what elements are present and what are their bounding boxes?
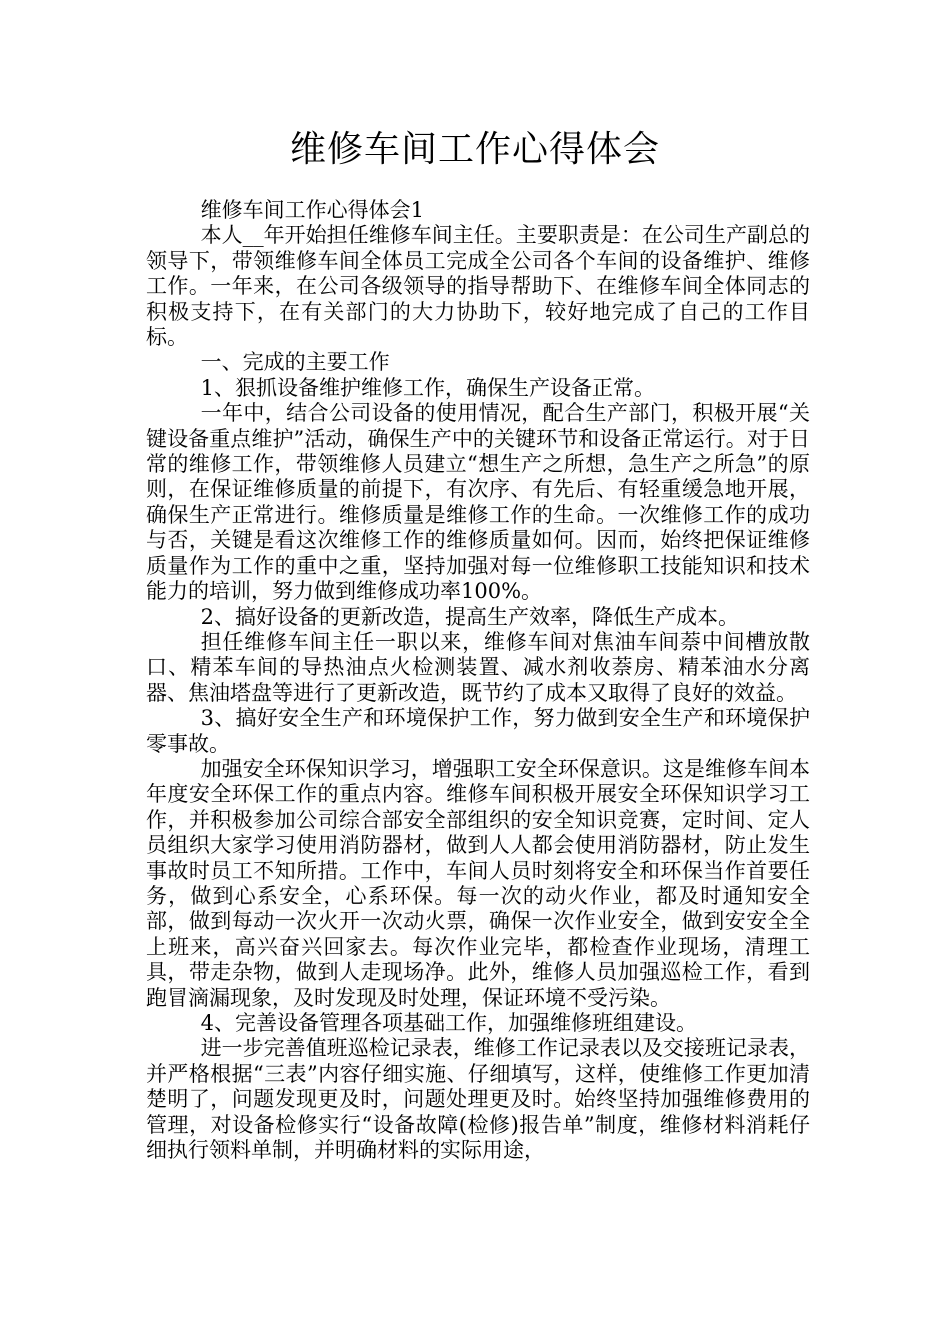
paragraph: 加强安全环保知识学习，增强职工安全环保意识。这是维修车间本年度安全环保工作的重点内容。维修车间积极开展安全环保知识学习工作，并积极参加公司综合部安全部组织的安全知识竞赛，定时间、定人员组织大家学习使用消防器材，做到人人都会使用消防器材，防止发生事故时员工不知所措。工作中，车间人员时刻将安全和环保当作首要任务，做到心系安全，心系环保。每一次的动火作业，都及时通知安全部，做到每动一次火开一次动火票，确保一次作业安全，做到安安全全上班来，高兴奋兴回家去。每次作业完毕，都检查作业现场，清理工具，带走杂物，做到人走现场净。此外，维修人员加强巡检工作，看到跑冒滴漏现象，及时发现及时处理，保证环境不受污染。 xyxy=(146,756,810,1010)
item-heading: 2、搞好设备的更新改造，提高生产效率，降低生产成本。 xyxy=(200,604,739,629)
section-heading: 一、完成的主要工作 xyxy=(200,350,390,375)
document-body xyxy=(146,198,810,1163)
item-heading: 3、搞好安全生产和环境保护工作，努力做到安全生产和环境保护零事故。 xyxy=(146,706,810,756)
paragraph: 进一步完善值班巡检记录表，维修工作记录表以及交接班记录表，并严格根据“三表”内容仔细实施、仔细填写，这样，使维修工作更加清楚明了，问题发现更及时，问题处理更及时。始终坚持加强维修费用的管理，对设备检修实行“设备故障(检修)报告单”制度，维修材料消耗仔细执行领料单制，并明确材料的实际用途， xyxy=(146,1036,810,1163)
item-heading: 1、狠抓设备维护维修工作，确保生产设备正常。 xyxy=(200,375,655,400)
paragraph: 一年中，结合公司设备的使用情况，配合生产部门，积极开展“关键设备重点维护”活动，确保生产中的关键环节和设备正常运行。对于日常的维修工作，带领维修人员建立“想生产之所想，急生产之所急”的原则，在保证维修质量的前提下，有次序、有先后、有轻重缓急地开展，确保生产正常进行。维修质量是维修工作的生命。一次维修工作的成功与否，关键是看这次维修工作的维修质量如何。因而，始终把保证维修质量作为工作的重中之重，坚持加强对每一位维修职工技能知识和技术能力的培训，努力做到维修成功率100%。 xyxy=(146,401,810,604)
document-title: 维修车间工作心得体会 xyxy=(289,129,660,170)
paragraph: 本人__年开始担任维修车间主任。主要职责是：在公司生产副总的领导下，带领维修车间全体员工完成全公司各个车间的设备维护、维修工作。一年来，在公司各级领导的指导帮助下、在维修车间全体同志的积极支持下，在有关部门的大力协助下，较好地完成了自己的工作目标。 xyxy=(146,223,810,350)
item-heading: 4、完善设备管理各项基础工作，加强维修班组建设。 xyxy=(200,1011,697,1035)
subheading: 维修车间工作心得体会1 xyxy=(200,198,424,222)
paragraph: 担任维修车间主任一职以来，维修车间对焦油车间萘中间槽放散口、精苯车间的导热油点火检测装置、减水剂收萘房、精苯油水分离器、焦油塔盘等进行了更新改造，既节约了成本又取得了良好的效益。 xyxy=(146,629,810,705)
